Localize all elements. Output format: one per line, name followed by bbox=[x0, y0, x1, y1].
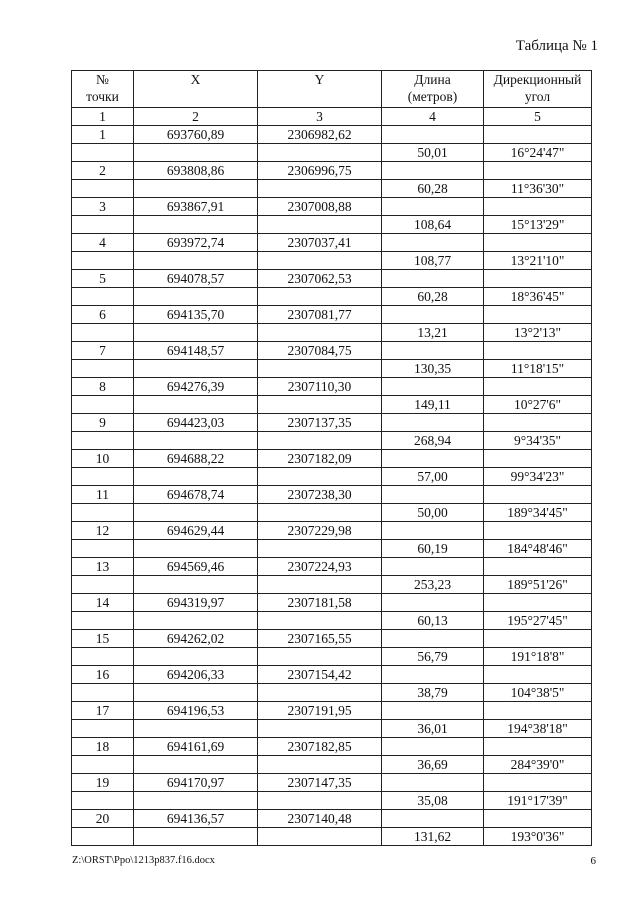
angle-cell: 104°38'5" bbox=[484, 684, 592, 702]
y-coordinate-cell: 2307165,55 bbox=[258, 630, 382, 648]
segment-row bbox=[72, 180, 592, 198]
y-coordinate-cell-empty bbox=[258, 144, 382, 162]
angle-cell: 13°21'10" bbox=[484, 252, 592, 270]
segment-row bbox=[72, 360, 592, 378]
angle-cell-empty bbox=[484, 486, 592, 504]
length-cell-empty bbox=[382, 198, 484, 216]
length-cell: 38,79 bbox=[382, 684, 484, 702]
x-coordinate-cell: 693808,86 bbox=[134, 162, 258, 180]
y-coordinate-cell: 2307110,30 bbox=[258, 378, 382, 396]
length-cell: 50,00 bbox=[382, 504, 484, 522]
y-coordinate-cell: 2307224,93 bbox=[258, 558, 382, 576]
point-number-cell: 4 bbox=[72, 234, 134, 252]
length-cell-empty bbox=[382, 702, 484, 720]
segment-row bbox=[72, 648, 592, 666]
y-coordinate-cell-empty bbox=[258, 324, 382, 342]
length-cell: 149,11 bbox=[382, 396, 484, 414]
angle-cell: 284°39'0" bbox=[484, 756, 592, 774]
table-caption: Таблица № 1 bbox=[515, 38, 598, 54]
y-coordinate-cell: 2307182,09 bbox=[258, 450, 382, 468]
point-number-cell-empty bbox=[72, 432, 134, 450]
x-coordinate-cell: 694078,57 bbox=[134, 270, 258, 288]
footer-file-path: Z:\ORST\Ppo\1213p837.f16.docx bbox=[72, 855, 215, 866]
point-row bbox=[72, 342, 592, 360]
x-coordinate-cell-empty bbox=[134, 720, 258, 738]
x-coordinate-cell-empty bbox=[134, 360, 258, 378]
point-number-cell: 5 bbox=[72, 270, 134, 288]
y-coordinate-cell: 2307229,98 bbox=[258, 522, 382, 540]
point-number-cell: 17 bbox=[72, 702, 134, 720]
x-coordinate-cell-empty bbox=[134, 756, 258, 774]
segment-row bbox=[72, 288, 592, 306]
header-x: X bbox=[134, 71, 258, 108]
y-coordinate-cell: 2307181,58 bbox=[258, 594, 382, 612]
point-number-cell: 13 bbox=[72, 558, 134, 576]
angle-cell: 13°2'13" bbox=[484, 324, 592, 342]
point-row bbox=[72, 522, 592, 540]
angle-cell-empty bbox=[484, 810, 592, 828]
point-row bbox=[72, 126, 592, 144]
y-coordinate-cell-empty bbox=[258, 612, 382, 630]
angle-cell: 191°18'8" bbox=[484, 648, 592, 666]
x-coordinate-cell: 694423,03 bbox=[134, 414, 258, 432]
x-coordinate-cell: 694319,97 bbox=[134, 594, 258, 612]
point-row bbox=[72, 810, 592, 828]
point-row bbox=[72, 198, 592, 216]
y-coordinate-cell: 2307008,88 bbox=[258, 198, 382, 216]
point-number-cell: 11 bbox=[72, 486, 134, 504]
length-cell: 50,01 bbox=[382, 144, 484, 162]
point-number-cell: 7 bbox=[72, 342, 134, 360]
point-row bbox=[72, 270, 592, 288]
length-cell-empty bbox=[382, 234, 484, 252]
length-cell: 60,19 bbox=[382, 540, 484, 558]
y-coordinate-cell-empty bbox=[258, 288, 382, 306]
angle-cell-empty bbox=[484, 306, 592, 324]
y-coordinate-cell-empty bbox=[258, 648, 382, 666]
point-row bbox=[72, 702, 592, 720]
y-coordinate-cell: 2307084,75 bbox=[258, 342, 382, 360]
point-number-cell-empty bbox=[72, 540, 134, 558]
y-coordinate-cell: 2307147,35 bbox=[258, 774, 382, 792]
column-number-row bbox=[72, 108, 592, 126]
segment-row bbox=[72, 756, 592, 774]
point-number-cell: 2 bbox=[72, 162, 134, 180]
length-cell-empty bbox=[382, 486, 484, 504]
point-number-cell-empty bbox=[72, 468, 134, 486]
point-number-cell: 15 bbox=[72, 630, 134, 648]
header-row bbox=[72, 71, 592, 108]
point-number-cell: 20 bbox=[72, 810, 134, 828]
length-cell: 108,64 bbox=[382, 216, 484, 234]
x-coordinate-cell: 694262,02 bbox=[134, 630, 258, 648]
y-coordinate-cell-empty bbox=[258, 792, 382, 810]
x-coordinate-cell: 693760,89 bbox=[134, 126, 258, 144]
angle-cell-empty bbox=[484, 522, 592, 540]
angle-cell-empty bbox=[484, 774, 592, 792]
length-cell-empty bbox=[382, 810, 484, 828]
length-cell-empty bbox=[382, 774, 484, 792]
point-number-cell-empty bbox=[72, 576, 134, 594]
y-coordinate-cell: 2307191,95 bbox=[258, 702, 382, 720]
y-coordinate-cell-empty bbox=[258, 216, 382, 234]
x-coordinate-cell-empty bbox=[134, 468, 258, 486]
x-coordinate-cell: 694170,97 bbox=[134, 774, 258, 792]
x-coordinate-cell-empty bbox=[134, 828, 258, 846]
point-number-cell-empty bbox=[72, 684, 134, 702]
x-coordinate-cell: 694678,74 bbox=[134, 486, 258, 504]
segment-row bbox=[72, 576, 592, 594]
length-cell: 268,94 bbox=[382, 432, 484, 450]
y-coordinate-cell-empty bbox=[258, 720, 382, 738]
length-cell: 57,00 bbox=[382, 468, 484, 486]
x-coordinate-cell: 694148,57 bbox=[134, 342, 258, 360]
angle-cell: 189°34'45" bbox=[484, 504, 592, 522]
y-coordinate-cell-empty bbox=[258, 468, 382, 486]
point-number-cell: 19 bbox=[72, 774, 134, 792]
y-coordinate-cell: 2307081,77 bbox=[258, 306, 382, 324]
angle-cell-empty bbox=[484, 198, 592, 216]
angle-cell: 15°13'29" bbox=[484, 216, 592, 234]
point-row bbox=[72, 486, 592, 504]
x-coordinate-cell-empty bbox=[134, 288, 258, 306]
length-cell: 60,13 bbox=[382, 612, 484, 630]
length-cell-empty bbox=[382, 414, 484, 432]
length-cell-empty bbox=[382, 342, 484, 360]
angle-cell-empty bbox=[484, 126, 592, 144]
x-coordinate-cell: 693867,91 bbox=[134, 198, 258, 216]
point-number-cell-empty bbox=[72, 360, 134, 378]
y-coordinate-cell: 2307137,35 bbox=[258, 414, 382, 432]
y-coordinate-cell: 2307140,48 bbox=[258, 810, 382, 828]
x-coordinate-cell: 694161,69 bbox=[134, 738, 258, 756]
point-row bbox=[72, 306, 592, 324]
angle-cell-empty bbox=[484, 234, 592, 252]
point-number-cell-empty bbox=[72, 648, 134, 666]
angle-cell: 16°24'47" bbox=[484, 144, 592, 162]
y-coordinate-cell: 2307037,41 bbox=[258, 234, 382, 252]
y-coordinate-cell-empty bbox=[258, 756, 382, 774]
angle-cell: 11°36'30" bbox=[484, 180, 592, 198]
point-number-cell: 14 bbox=[72, 594, 134, 612]
x-coordinate-cell-empty bbox=[134, 324, 258, 342]
column-number: 2 bbox=[134, 108, 258, 126]
point-number-cell: 10 bbox=[72, 450, 134, 468]
point-number-cell-empty bbox=[72, 144, 134, 162]
y-coordinate-cell-empty bbox=[258, 576, 382, 594]
point-number-cell-empty bbox=[72, 504, 134, 522]
length-cell-empty bbox=[382, 450, 484, 468]
y-coordinate-cell: 2307182,85 bbox=[258, 738, 382, 756]
point-number-cell: 9 bbox=[72, 414, 134, 432]
point-row bbox=[72, 630, 592, 648]
angle-cell: 11°18'15" bbox=[484, 360, 592, 378]
x-coordinate-cell: 693972,74 bbox=[134, 234, 258, 252]
angle-cell-empty bbox=[484, 162, 592, 180]
segment-row bbox=[72, 432, 592, 450]
point-number-cell-empty bbox=[72, 252, 134, 270]
x-coordinate-cell-empty bbox=[134, 396, 258, 414]
header-length: Длина (метров) bbox=[382, 71, 484, 108]
x-coordinate-cell-empty bbox=[134, 144, 258, 162]
length-cell-empty bbox=[382, 126, 484, 144]
header-point-number: № точки bbox=[72, 71, 134, 108]
angle-cell: 18°36'45" bbox=[484, 288, 592, 306]
x-coordinate-cell-empty bbox=[134, 180, 258, 198]
angle-cell: 193°0'36" bbox=[484, 828, 592, 846]
y-coordinate-cell: 2306996,75 bbox=[258, 162, 382, 180]
length-cell-empty bbox=[382, 270, 484, 288]
point-number-cell-empty bbox=[72, 792, 134, 810]
point-row bbox=[72, 774, 592, 792]
angle-cell-empty bbox=[484, 630, 592, 648]
length-cell: 36,01 bbox=[382, 720, 484, 738]
length-cell-empty bbox=[382, 306, 484, 324]
x-coordinate-cell: 694688,22 bbox=[134, 450, 258, 468]
length-cell: 60,28 bbox=[382, 180, 484, 198]
y-coordinate-cell-empty bbox=[258, 504, 382, 522]
point-number-cell-empty bbox=[72, 828, 134, 846]
segment-row bbox=[72, 252, 592, 270]
y-coordinate-cell-empty bbox=[258, 828, 382, 846]
point-number-cell-empty bbox=[72, 324, 134, 342]
x-coordinate-cell-empty bbox=[134, 216, 258, 234]
length-cell-empty bbox=[382, 162, 484, 180]
point-row bbox=[72, 594, 592, 612]
point-number-cell-empty bbox=[72, 180, 134, 198]
y-coordinate-cell-empty bbox=[258, 540, 382, 558]
segment-row bbox=[72, 792, 592, 810]
y-coordinate-cell: 2307062,53 bbox=[258, 270, 382, 288]
angle-cell-empty bbox=[484, 738, 592, 756]
segment-row bbox=[72, 684, 592, 702]
x-coordinate-cell: 694136,57 bbox=[134, 810, 258, 828]
angle-cell: 191°17'39" bbox=[484, 792, 592, 810]
angle-cell-empty bbox=[484, 414, 592, 432]
y-coordinate-cell-empty bbox=[258, 252, 382, 270]
point-row bbox=[72, 414, 592, 432]
length-cell: 35,08 bbox=[382, 792, 484, 810]
angle-cell-empty bbox=[484, 594, 592, 612]
angle-cell-empty bbox=[484, 378, 592, 396]
point-number-cell: 12 bbox=[72, 522, 134, 540]
segment-row bbox=[72, 828, 592, 846]
point-row bbox=[72, 234, 592, 252]
y-coordinate-cell: 2307154,42 bbox=[258, 666, 382, 684]
x-coordinate-cell-empty bbox=[134, 612, 258, 630]
length-cell-empty bbox=[382, 558, 484, 576]
y-coordinate-cell: 2306982,62 bbox=[258, 126, 382, 144]
y-coordinate-cell-empty bbox=[258, 684, 382, 702]
point-row bbox=[72, 738, 592, 756]
x-coordinate-cell-empty bbox=[134, 684, 258, 702]
y-coordinate-cell-empty bbox=[258, 432, 382, 450]
point-row bbox=[72, 666, 592, 684]
column-number: 4 bbox=[382, 108, 484, 126]
angle-cell: 189°51'26" bbox=[484, 576, 592, 594]
point-row bbox=[72, 378, 592, 396]
point-number-cell-empty bbox=[72, 756, 134, 774]
length-cell: 130,35 bbox=[382, 360, 484, 378]
length-cell: 131,62 bbox=[382, 828, 484, 846]
table-body bbox=[72, 126, 592, 846]
x-coordinate-cell-empty bbox=[134, 432, 258, 450]
point-number-cell-empty bbox=[72, 720, 134, 738]
segment-row bbox=[72, 720, 592, 738]
angle-cell-empty bbox=[484, 702, 592, 720]
segment-row bbox=[72, 324, 592, 342]
segment-row bbox=[72, 144, 592, 162]
point-number-cell: 16 bbox=[72, 666, 134, 684]
header-angle: Дирекционный угол bbox=[484, 71, 592, 108]
point-number-cell-empty bbox=[72, 288, 134, 306]
x-coordinate-cell: 694629,44 bbox=[134, 522, 258, 540]
point-number-cell-empty bbox=[72, 612, 134, 630]
length-cell-empty bbox=[382, 630, 484, 648]
angle-cell-empty bbox=[484, 558, 592, 576]
segment-row bbox=[72, 504, 592, 522]
length-cell-empty bbox=[382, 378, 484, 396]
segment-row bbox=[72, 540, 592, 558]
y-coordinate-cell: 2307238,30 bbox=[258, 486, 382, 504]
y-coordinate-cell-empty bbox=[258, 396, 382, 414]
point-number-cell-empty bbox=[72, 396, 134, 414]
angle-cell: 194°38'18" bbox=[484, 720, 592, 738]
x-coordinate-cell: 694569,46 bbox=[134, 558, 258, 576]
x-coordinate-cell-empty bbox=[134, 540, 258, 558]
y-coordinate-cell-empty bbox=[258, 360, 382, 378]
x-coordinate-cell-empty bbox=[134, 792, 258, 810]
length-cell: 253,23 bbox=[382, 576, 484, 594]
x-coordinate-cell-empty bbox=[134, 648, 258, 666]
coordinates-table bbox=[71, 70, 592, 846]
length-cell: 13,21 bbox=[382, 324, 484, 342]
length-cell-empty bbox=[382, 594, 484, 612]
header-y: Y bbox=[258, 71, 382, 108]
x-coordinate-cell-empty bbox=[134, 576, 258, 594]
length-cell: 108,77 bbox=[382, 252, 484, 270]
point-row bbox=[72, 450, 592, 468]
point-row bbox=[72, 558, 592, 576]
x-coordinate-cell: 694196,53 bbox=[134, 702, 258, 720]
angle-cell-empty bbox=[484, 270, 592, 288]
point-number-cell: 6 bbox=[72, 306, 134, 324]
angle-cell: 9°34'35" bbox=[484, 432, 592, 450]
angle-cell-empty bbox=[484, 342, 592, 360]
column-number: 3 bbox=[258, 108, 382, 126]
segment-row bbox=[72, 468, 592, 486]
length-cell-empty bbox=[382, 522, 484, 540]
segment-row bbox=[72, 216, 592, 234]
point-row bbox=[72, 162, 592, 180]
column-number: 1 bbox=[72, 108, 134, 126]
length-cell: 60,28 bbox=[382, 288, 484, 306]
length-cell: 56,79 bbox=[382, 648, 484, 666]
segment-row bbox=[72, 396, 592, 414]
segment-row bbox=[72, 612, 592, 630]
x-coordinate-cell: 694276,39 bbox=[134, 378, 258, 396]
angle-cell: 184°48'46" bbox=[484, 540, 592, 558]
point-number-cell: 3 bbox=[72, 198, 134, 216]
x-coordinate-cell: 694206,33 bbox=[134, 666, 258, 684]
angle-cell-empty bbox=[484, 450, 592, 468]
point-number-cell: 18 bbox=[72, 738, 134, 756]
length-cell-empty bbox=[382, 738, 484, 756]
x-coordinate-cell: 694135,70 bbox=[134, 306, 258, 324]
x-coordinate-cell-empty bbox=[134, 504, 258, 522]
point-number-cell: 1 bbox=[72, 126, 134, 144]
angle-cell: 99°34'23" bbox=[484, 468, 592, 486]
y-coordinate-cell-empty bbox=[258, 180, 382, 198]
angle-cell-empty bbox=[484, 666, 592, 684]
page-number: 6 bbox=[590, 855, 596, 867]
column-number: 5 bbox=[484, 108, 592, 126]
length-cell-empty bbox=[382, 666, 484, 684]
angle-cell: 10°27'6" bbox=[484, 396, 592, 414]
length-cell: 36,69 bbox=[382, 756, 484, 774]
angle-cell: 195°27'45" bbox=[484, 612, 592, 630]
point-number-cell: 8 bbox=[72, 378, 134, 396]
point-number-cell-empty bbox=[72, 216, 134, 234]
x-coordinate-cell-empty bbox=[134, 252, 258, 270]
